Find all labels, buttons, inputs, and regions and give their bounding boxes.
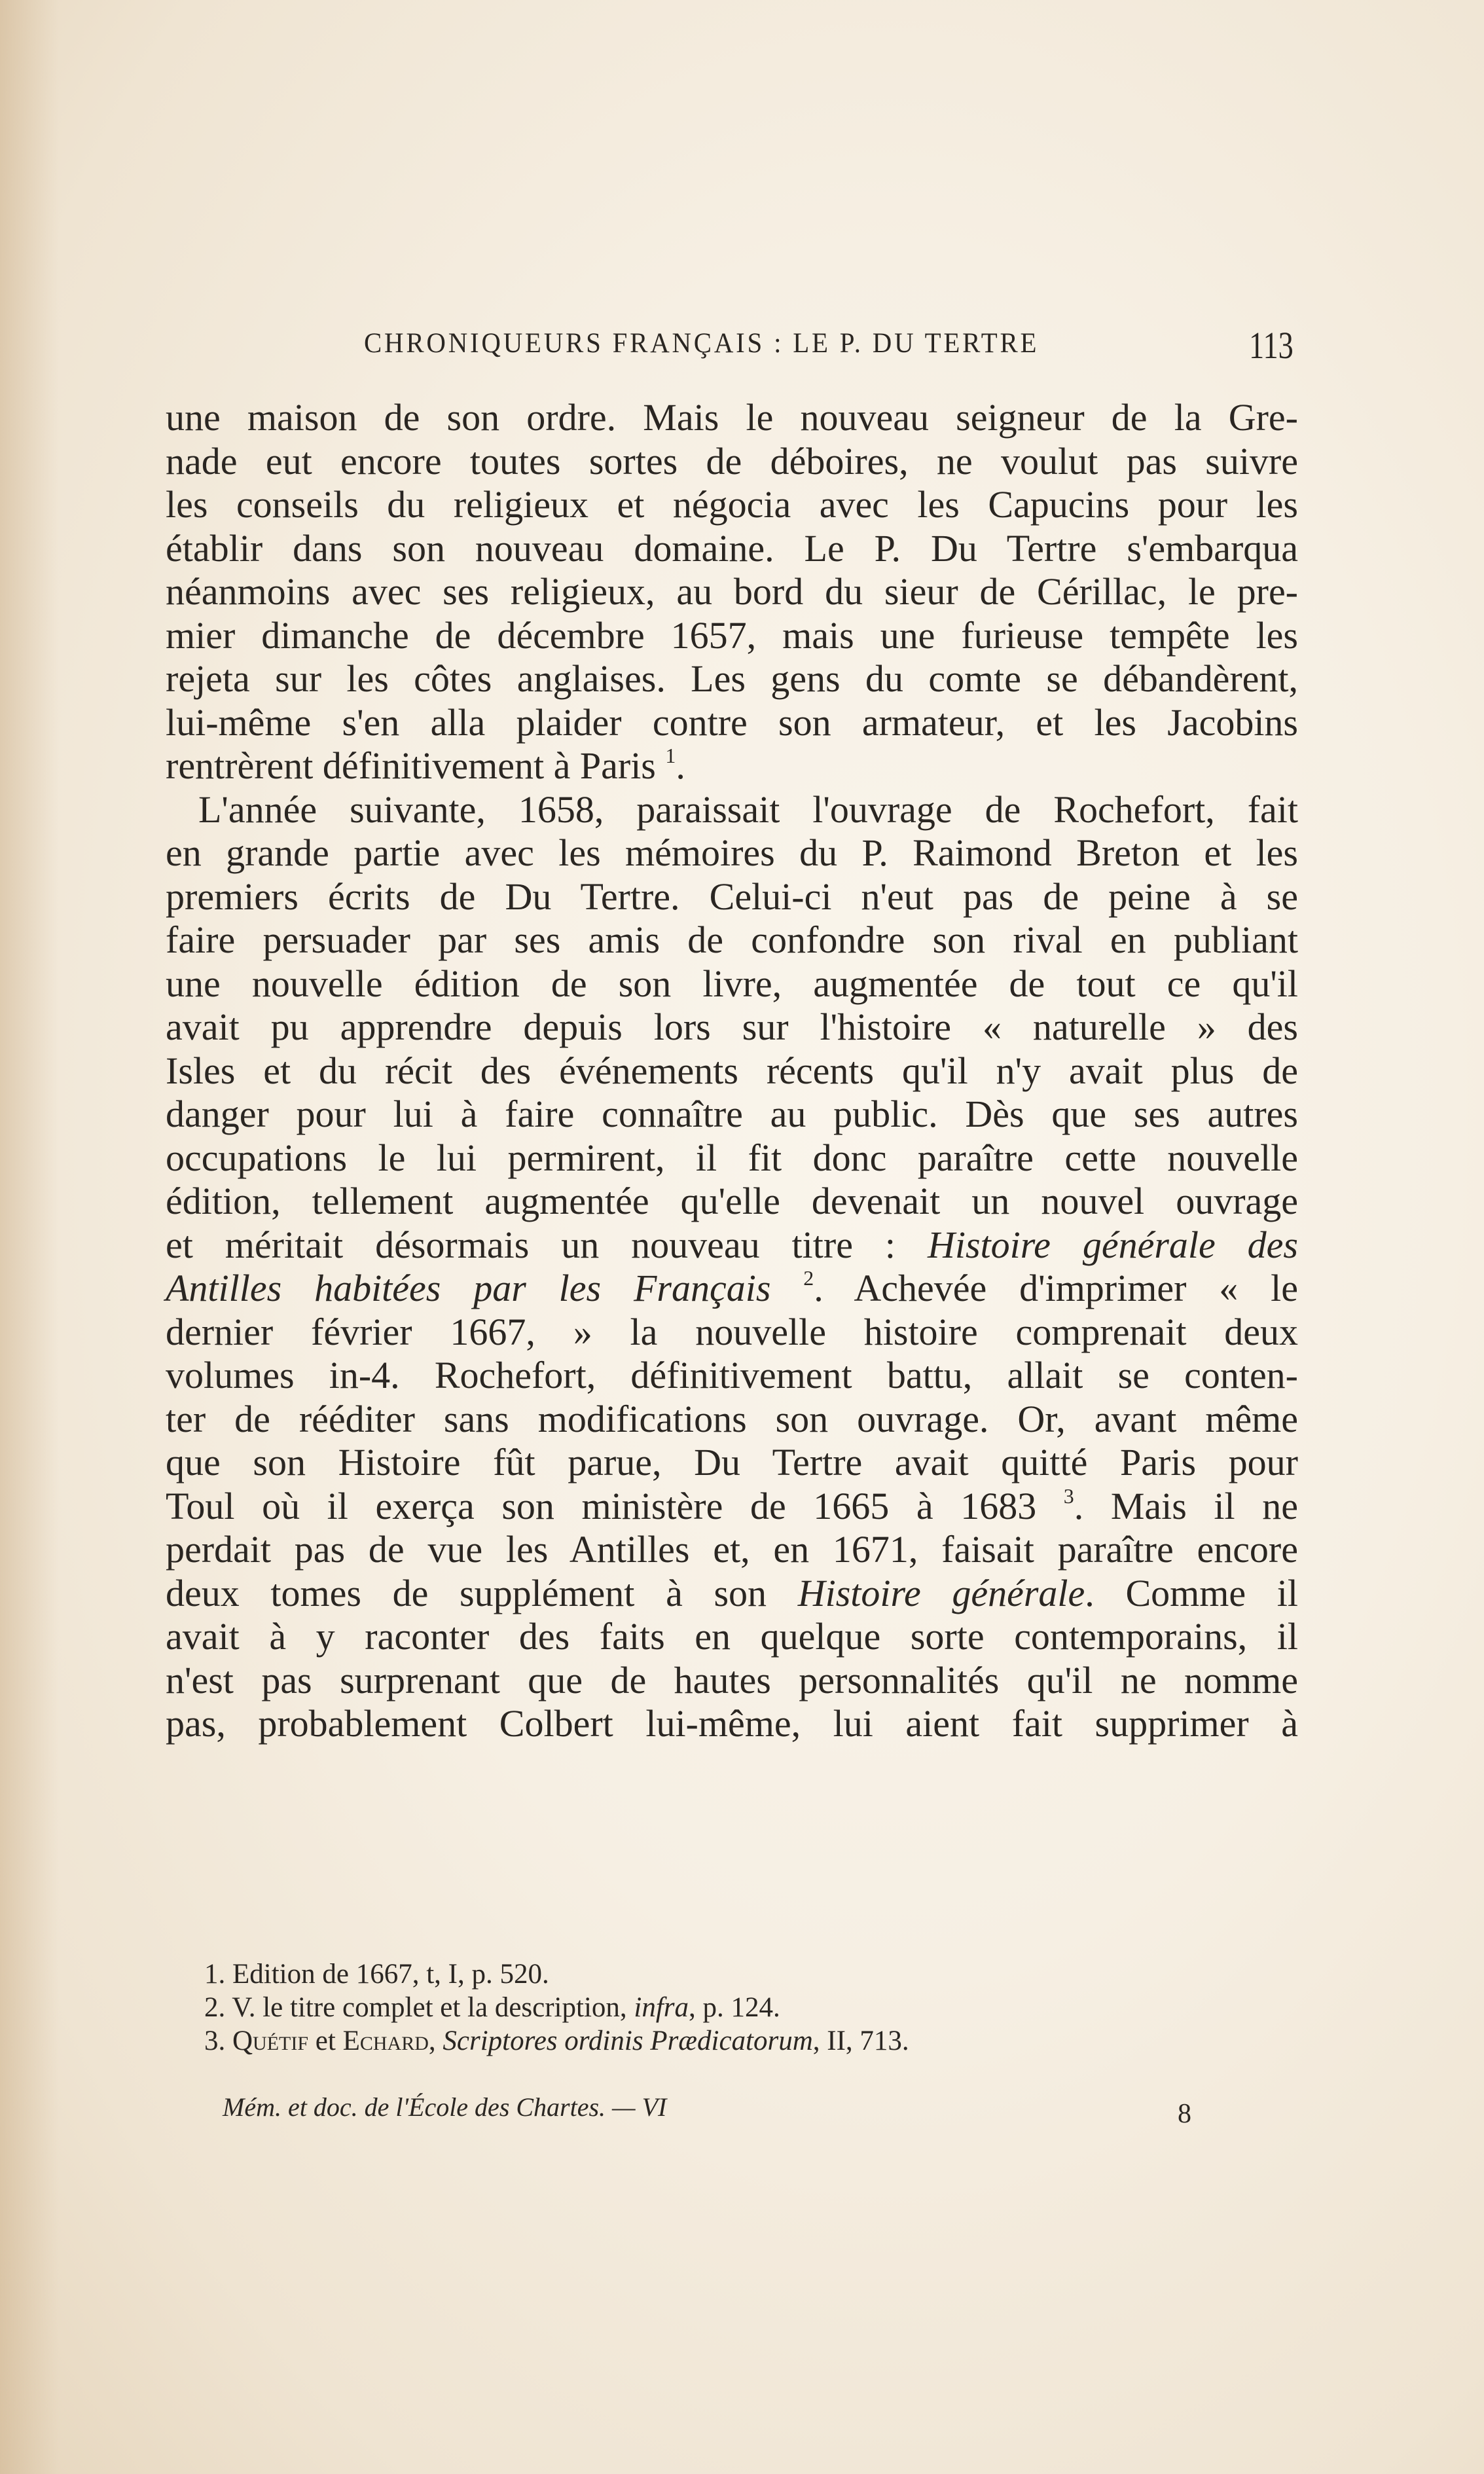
text-run: les conseils du religieux et négocia avec les Capucins pour les [166, 483, 1298, 526]
italic-text: Histoire générale des [927, 1223, 1298, 1266]
text-run: en grande partie avec les mémoires du P. Raimond Breton et les [166, 831, 1298, 874]
text-run: L'année suivante, 1658, paraissait l'ouvrage de Rochefort, fait [198, 788, 1298, 831]
signature-mark: 8 [1178, 2099, 1191, 2129]
text-line [166, 875, 1298, 919]
signature-text: Mém. et doc. de l'École des Chartes. — VI [223, 2092, 667, 2122]
footnote-ref[interactable]: 2 [803, 1267, 814, 1290]
text-run: que son Histoire fût parue, Du Tertre avait quitté Paris pour [166, 1441, 1298, 1483]
text-run: édition, tellement augmentée qu'elle devenait un nouvel ouvrage [166, 1180, 1298, 1222]
text-run: 3. [204, 2026, 232, 2056]
text-line [166, 527, 1298, 571]
text-line [166, 1702, 1298, 1746]
page-number: 113 [1249, 324, 1294, 367]
text-line [166, 1006, 1298, 1049]
text-run: ter de rééditer sans modifications son ouvrage. Or, avant même [166, 1397, 1298, 1440]
text-run: établir dans son nouveau domaine. Le P. Du Tertre s'embarqua [166, 526, 1298, 570]
text-run [770, 1267, 803, 1309]
text-line [166, 440, 1298, 484]
text-run: danger pour lui à faire connaître au public. Dès que ses autres [166, 1093, 1298, 1135]
text-run: n'est pas surprenant que de hautes personnalités qu'il ne nomme [166, 1658, 1298, 1701]
text-line [166, 1528, 1298, 1572]
footnote-ref[interactable]: 3 [1063, 1484, 1074, 1508]
running-header [364, 324, 1294, 367]
text-run: et [308, 2026, 343, 2056]
text-line [166, 962, 1298, 1006]
text-line [166, 1180, 1298, 1224]
text-line [166, 1311, 1298, 1355]
text-run: lui-même s'en alla plaider contre son armateur, et les Jacobins [166, 700, 1298, 744]
running-title: CHRONIQUEURS FRANÇAIS : LE P. DU TERTRE [364, 328, 1040, 359]
text-run: néanmoins avec ses religieux, au bord du sieur de Cérillac, le pre- [166, 570, 1298, 613]
text-line [166, 1267, 1298, 1311]
text-run: rentrèrent définitivement à Paris [166, 744, 666, 787]
text-line [166, 1572, 1298, 1616]
text-line [166, 1093, 1298, 1137]
text-line [166, 570, 1298, 614]
text-run: perdait pas de vue les Antilles et, en 1671, faisait paraître encore [166, 1528, 1298, 1571]
body-text [166, 396, 1298, 1746]
text-line [166, 1137, 1298, 1180]
text-run: et méritait désormais un nouveau titre : [166, 1223, 928, 1266]
footnote [204, 2024, 1252, 2058]
text-run: premiers écrits de Du Tertre. Celui-ci n'eut pas de peine à se [166, 875, 1298, 918]
text-run: dernier février 1667, » la nouvelle histoire comprenait deux [166, 1310, 1298, 1353]
text-run: deux tomes de supplément à son [166, 1571, 798, 1614]
text-line [166, 1224, 1298, 1267]
text-line [166, 744, 1298, 788]
text-line [166, 483, 1298, 527]
text-run: 1. Edition de 1667, t, I, p. 520. [204, 1959, 549, 1990]
text-line [166, 614, 1298, 658]
text-line [166, 1615, 1298, 1659]
text-run: . Comme il [1085, 1571, 1298, 1614]
text-line [166, 657, 1298, 701]
text-line [166, 1485, 1298, 1529]
text-run: , [428, 2026, 443, 2056]
text-run: . Mais il ne [1074, 1484, 1298, 1527]
text-line [166, 788, 1298, 832]
text-run: 2. V. le titre complet et la description, [204, 1992, 634, 2023]
italic-text: Antilles habitées par les Français [166, 1267, 771, 1309]
page-edge-shadow [0, 0, 59, 2474]
italic-text: infra [634, 1992, 689, 2023]
text-run: avait pu apprendre depuis lors sur l'histoire « naturelle » des [166, 1006, 1298, 1048]
text-run: mier dimanche de décembre 1657, mais une furieuse tempête les [166, 613, 1298, 657]
text-run: avait à y raconter des faits en quelque sorte contemporains, il [166, 1615, 1298, 1658]
text-line [166, 919, 1298, 962]
text-line [166, 1354, 1298, 1398]
footnote [204, 1991, 1252, 2024]
text-run: faire persuader par ses amis de confondre son rival en publiant [166, 919, 1298, 961]
text-run: pas, probablement Colbert lui-même, lui aient fait supprimer à [166, 1702, 1298, 1745]
footnote-ref[interactable]: 1 [665, 744, 676, 768]
text-run: . [676, 744, 685, 787]
footnote [204, 1957, 1252, 1991]
text-line [166, 1049, 1298, 1093]
footnotes [204, 1957, 1252, 2058]
italic-text: Histoire générale [797, 1571, 1085, 1614]
text-run: une maison de son ordre. Mais le nouveau seigneur de la Gre- [166, 396, 1298, 439]
text-run: rejeta sur les côtes anglaises. Les gens du comte se débandèrent, [166, 657, 1298, 700]
text-run: Toul où il exerça son ministère de 1665 à 1683 [166, 1484, 1064, 1527]
text-run: occupations le lui permirent, il fit donc paraître cette nouvelle [166, 1136, 1298, 1179]
text-line [166, 1398, 1298, 1442]
text-run: volumes in-4. Rochefort, définitivement battu, allait se conten- [166, 1354, 1298, 1396]
text-run: . Achevée d'imprimer « le [814, 1267, 1299, 1309]
small-caps-name: Echard [342, 2026, 429, 2056]
text-run: nade eut encore toutes sortes de déboires, ne voulut pas suivre [166, 439, 1298, 482]
text-line [166, 396, 1298, 440]
text-run: , II, 713. [812, 2026, 909, 2056]
text-run: Isles et du récit des événements récents qu'il n'y avait plus de [166, 1049, 1298, 1092]
italic-text: Scriptores ordinis Prædicatorum [443, 2026, 813, 2056]
text-line [166, 701, 1298, 745]
text-run: une nouvelle édition de son livre, augmentée de tout ce qu'il [166, 962, 1298, 1005]
small-caps-name: Quétif [232, 2026, 309, 2056]
text-line [166, 1441, 1298, 1485]
text-line [166, 1659, 1298, 1703]
text-run: , p. 124. [689, 1992, 780, 2023]
signature-line [223, 2092, 1191, 2131]
text-line [166, 831, 1298, 875]
